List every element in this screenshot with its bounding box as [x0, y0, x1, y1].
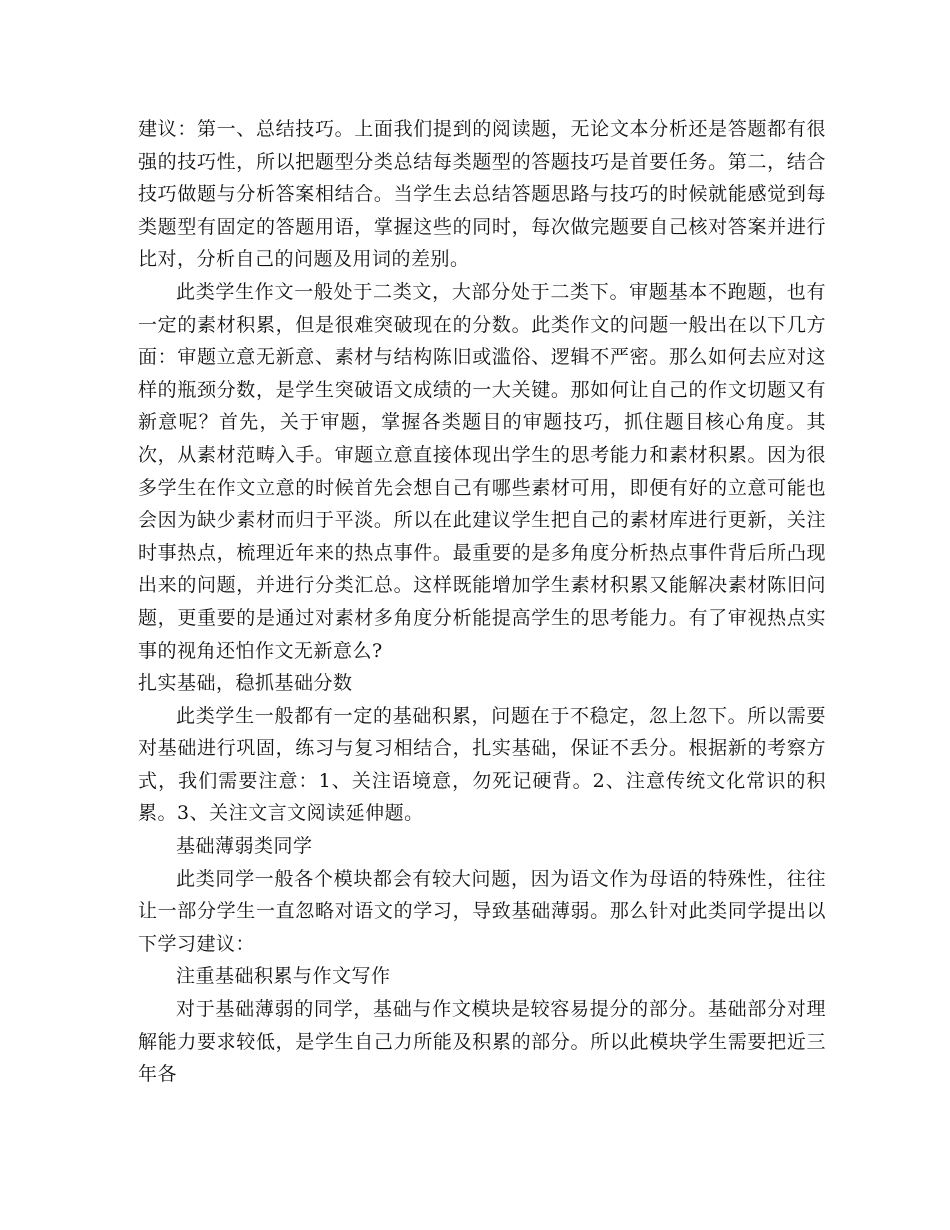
paragraph-essay-advice: 此类学生作文一般处于二类文，大部分处于二类下。审题基本不跑题，也有一定的素材积累，但是很难突破现在的分数。此类作文的问题一般出在以下几方面：审题立意无新意、素材与结构陈旧或滥俗、逻辑不严密。那么如何去应对这样的瓶颈分数，是学生突破语文成绩的一大关键。那如何让自己的作文切题又有新意呢？首先，关于审题，掌握各类题目的审题技巧，抓住题目核心角度。其次，从素材范畴入手。审题立意直接体现出学生的思考能力和素材积累。因为很多学生在作文立意的时候首先会想自己有哪些素材可用，即便有好的立意可能也会因为缺少素材而归于平淡。所以在此建议学生把自己的素材库进行更新，关注时事热点，梳理近年来的热点事件。最重要的是多角度分析热点事件背后所凸现出来的问题，并进行分类汇总。这样既能增加学生素材积累又能解决素材陈旧问题，更重要的是通过对素材多角度分析能提高学生的思考能力。有了审视热点实事的视角还怕作文无新意么?	[138, 280, 826, 662]
section-heading-basics-and-writing: 注重基础积累与作文写作	[176, 965, 391, 988]
paragraph-basics-and-writing: 对于基础薄弱的同学，基础与作文模块是较容易提分的部分。基础部分对理解能力要求较低，是学生自己力所能及积累的部分。所以此模块学生需要把近三年各	[138, 998, 826, 1086]
paragraph-weak-students: 此类同学一般各个模块都会有较大问题，因为语文作为母语的特殊性，往往让一部分学生一直忽略对语文的学习，导致基础薄弱。那么针对此类同学提出以下学习建议：	[138, 867, 826, 955]
document-body	[138, 113, 826, 1091]
section-heading-weak-students: 基础薄弱类同学	[176, 835, 313, 858]
paragraph-basics-advice: 此类学生一般都有一定的基础积累，问题在于不稳定，忽上忽下。所以需要对基础进行巩固，练习与复习相结合，扎实基础，保证不丢分。根据新的考察方式，我们需要注意：1、关注语境意，勿死记硬背。2、注意传统文化常识的积累。3、关注文言文阅读延伸题。	[138, 704, 826, 825]
section-heading-solid-basics: 扎实基础，稳抓基础分数	[138, 672, 353, 695]
paragraph-reading-advice: 建议：第一、总结技巧。上面我们提到的阅读题，无论文本分析还是答题都有很强的技巧性，所以把题型分类总结每类题型的答题技巧是首要任务。第二，结合技巧做题与分析答案相结合。当学生去总结答题思路与技巧的时候就能感觉到每类题型有固定的答题用语，掌握这些的同时，每次做完题要自己核对答案并进行比对，分析自己的问题及用词的差别。	[138, 118, 826, 271]
